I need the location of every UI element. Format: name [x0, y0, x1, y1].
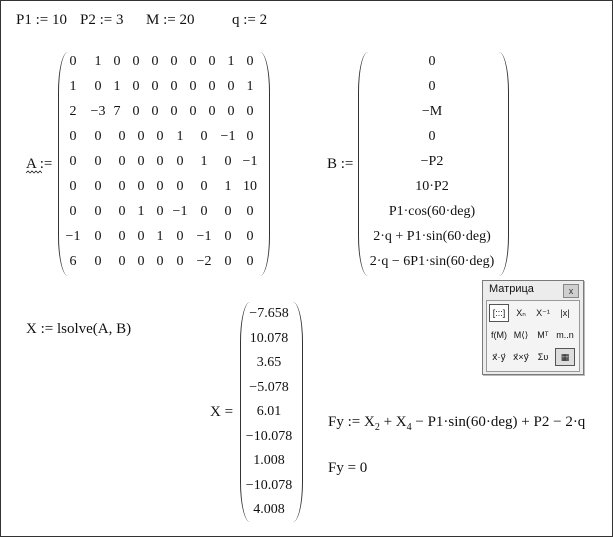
matrix-a-cell: 1 [137, 204, 145, 219]
result-x-label[interactable]: X = [210, 404, 234, 420]
edit-squiggle-icon [26, 170, 42, 175]
result-x-value: 6.01 [256, 404, 282, 419]
def-p2[interactable]: P2 := 3 [80, 12, 124, 28]
matrix-a-cell: 0 [246, 129, 254, 144]
matrix-a-cell: 0 [176, 154, 184, 169]
matrix-a-cell: 0 [156, 129, 164, 144]
matrix-a-cell: 0 [246, 254, 254, 269]
matrix-a-cell: 0 [118, 229, 126, 244]
matrix-a-cell: 0 [156, 204, 164, 219]
matrix-a-cell: 0 [94, 154, 102, 169]
palette-range-button[interactable]: m..n [556, 330, 574, 340]
matrix-a-cell: 0 [189, 79, 197, 94]
palette-body [486, 300, 580, 372]
matrix-a-cell: 0 [151, 104, 159, 119]
matrix-a-cell: 1 [200, 154, 208, 169]
palette-insert-matrix-button[interactable]: [:::] [489, 304, 509, 322]
matrix-a-cell: 0 [94, 229, 102, 244]
matrix-a-cell: 0 [137, 129, 145, 144]
matrix-a-cell: 0 [200, 129, 208, 144]
matrix-a-cell: 0 [156, 179, 164, 194]
matrix-a-cell: 1 [246, 79, 254, 94]
palette-vector-sum-button[interactable]: Συ [537, 352, 549, 362]
matrix-a-cell: 0 [69, 129, 77, 144]
matrix-a-cell: 0 [246, 54, 254, 69]
matrix-b-label[interactable]: B := [327, 156, 354, 172]
palette-subscript-button[interactable]: Xₙ [516, 308, 526, 318]
lsolve-expression[interactable]: X := lsolve(A, B) [26, 321, 132, 337]
matrix-a-cell: 0 [137, 154, 145, 169]
matrix-b-cell: −M [421, 104, 443, 119]
result-x-value: 4.008 [253, 502, 285, 517]
result-x-value: −5.078 [249, 379, 289, 395]
fy-sub2: 4 [406, 422, 412, 433]
matrix-a-cell: 2 [69, 104, 77, 119]
matrix-b-cell: P1·cos(60·deg) [388, 204, 476, 219]
matrix-a-cell: −1 [242, 154, 258, 169]
matrix-a-cell: −1 [172, 204, 188, 219]
matrix-a-cell: 7 [113, 104, 121, 119]
matrix-b-cell: 2·q − 6P1·sin(60·deg) [369, 254, 495, 269]
matrix-a-cell: 0 [208, 79, 216, 94]
matrix-a-cell: 0 [118, 129, 126, 144]
palette-vectorize-button[interactable]: f(M) [491, 330, 507, 340]
matrix-a-cell: 0 [170, 54, 178, 69]
matrix-a-cell: 0 [69, 54, 77, 69]
matrix-a-cell: 0 [137, 229, 145, 244]
matrix-a-cell: 0 [224, 254, 232, 269]
matrix-a-cell: −1 [196, 229, 212, 244]
palette-transpose-button[interactable]: Mᵀ [537, 330, 549, 340]
matrix-b-cell: 2·q + P1·sin(60·deg) [373, 229, 491, 244]
palette-title: Матрица [489, 283, 534, 295]
matrix-a-cell: 0 [118, 154, 126, 169]
palette-column-button[interactable]: M⟨⟩ [513, 330, 529, 340]
matrix-a-cell: 0 [227, 104, 235, 119]
matrix-a-cell: 1 [227, 54, 235, 69]
matrix-b-cell: −P2 [420, 154, 444, 169]
matrix-a-cell: 0 [176, 229, 184, 244]
matrix-a-cell: −1 [220, 129, 236, 144]
matrix-a-cell: 0 [208, 54, 216, 69]
matrix-a-cell: 0 [137, 179, 145, 194]
matrix-a-cell: 0 [156, 154, 164, 169]
matrix-a-cell: 1 [69, 79, 77, 94]
matrix-a-cell: 0 [151, 54, 159, 69]
palette-dot-product-button[interactable]: x⃗·y⃗ [492, 352, 506, 362]
matrix-a-cell: −1 [65, 229, 81, 244]
matrix-a-cell: 10 [243, 179, 257, 194]
matrix-a-cell: 1 [113, 79, 121, 94]
palette-determinant-button[interactable]: |x| [560, 308, 570, 318]
matrix-a-cell: 0 [224, 229, 232, 244]
matrix-b-cell: 0 [428, 79, 436, 94]
matrix-a-cell: 1 [94, 54, 102, 69]
matrix-a-cell: 0 [113, 54, 121, 69]
matrix-a-cell: 0 [94, 254, 102, 269]
matrix-a-cell: 0 [94, 129, 102, 144]
matrix-a-cell: 1 [156, 229, 164, 244]
def-q[interactable]: q := 2 [232, 12, 268, 28]
close-icon[interactable]: x [563, 284, 579, 298]
palette-cross-product-button[interactable]: x⃗×y⃗ [513, 352, 529, 362]
matrix-a-cell: 6 [69, 254, 77, 269]
fy-prefix: Fy := X [328, 414, 375, 430]
matrix-a-cell: 0 [69, 154, 77, 169]
result-x-value: −10.078 [245, 428, 293, 444]
matrix-a-cell: 0 [227, 79, 235, 94]
palette-picture-button[interactable]: ▦ [555, 348, 575, 366]
result-x-value: 1.008 [253, 453, 285, 468]
matrix-a-cell: 0 [170, 79, 178, 94]
matrix-a-cell: 0 [151, 79, 159, 94]
matrix-a-cell: 0 [132, 104, 140, 119]
fy-sub1: 2 [374, 422, 380, 433]
matrix-a-label[interactable]: A := [26, 156, 53, 172]
matrix-b-cell: 0 [428, 129, 436, 144]
matrix-a-cell: 0 [200, 204, 208, 219]
result-x-value: −10.078 [245, 477, 293, 493]
matrix-a-cell: 0 [94, 204, 102, 219]
matrix-a-cell: 0 [189, 104, 197, 119]
def-m[interactable]: M := 20 [146, 12, 195, 28]
matrix-a-cell: 0 [69, 179, 77, 194]
matrix-a-cell: 0 [176, 179, 184, 194]
matrix-b-cell: 0 [428, 54, 436, 69]
result-x-value: −7.658 [249, 306, 289, 321]
matrix-a-cell: 0 [118, 254, 126, 269]
matrix-a-cell: 0 [176, 254, 184, 269]
matrix-a-cell: 0 [224, 154, 232, 169]
matrix-a-cell: 0 [94, 179, 102, 194]
matrix-a-cell: 0 [69, 204, 77, 219]
matrix-a-cell: 0 [156, 254, 164, 269]
matrix-a-cell: 0 [94, 79, 102, 94]
matrix-a-cell: 1 [176, 129, 184, 144]
matrix-a-cell: 0 [246, 204, 254, 219]
matrix-palette[interactable] [482, 280, 584, 375]
matrix-a-cell: 0 [118, 179, 126, 194]
matrix-a-cell: 0 [208, 104, 216, 119]
matrix-a-cell: 0 [246, 229, 254, 244]
def-p1[interactable]: P1 := 10 [16, 12, 67, 28]
fy-result[interactable]: Fy = 0 [328, 460, 368, 476]
matrix-a-cell: 0 [224, 204, 232, 219]
fy-mid: + X [379, 414, 407, 430]
matrix-a-cell: 0 [170, 104, 178, 119]
matrix-a-cell: 0 [189, 54, 197, 69]
matrix-a-cell: 0 [137, 254, 145, 269]
matrix-a-cell: 0 [246, 104, 254, 119]
result-x-value: 3.65 [256, 355, 282, 370]
matrix-a-cell: −2 [196, 254, 212, 269]
matrix-b-cell: 10·P2 [415, 179, 449, 194]
matrix-a-cell: 0 [132, 79, 140, 94]
fy-suffix: − P1·sin(60·deg) + P2 − 2·q [411, 414, 586, 430]
matrix-a-cell: 0 [118, 204, 126, 219]
matrix-a-cell: −3 [90, 104, 106, 119]
matrix-a-cell: 1 [224, 179, 232, 194]
palette-inverse-button[interactable]: X⁻¹ [536, 308, 550, 318]
result-x-value: 10.078 [249, 330, 289, 346]
fy-definition[interactable] [328, 414, 585, 432]
matrix-a-cell: 0 [200, 179, 208, 194]
matrix-a-cell: 0 [132, 54, 140, 69]
